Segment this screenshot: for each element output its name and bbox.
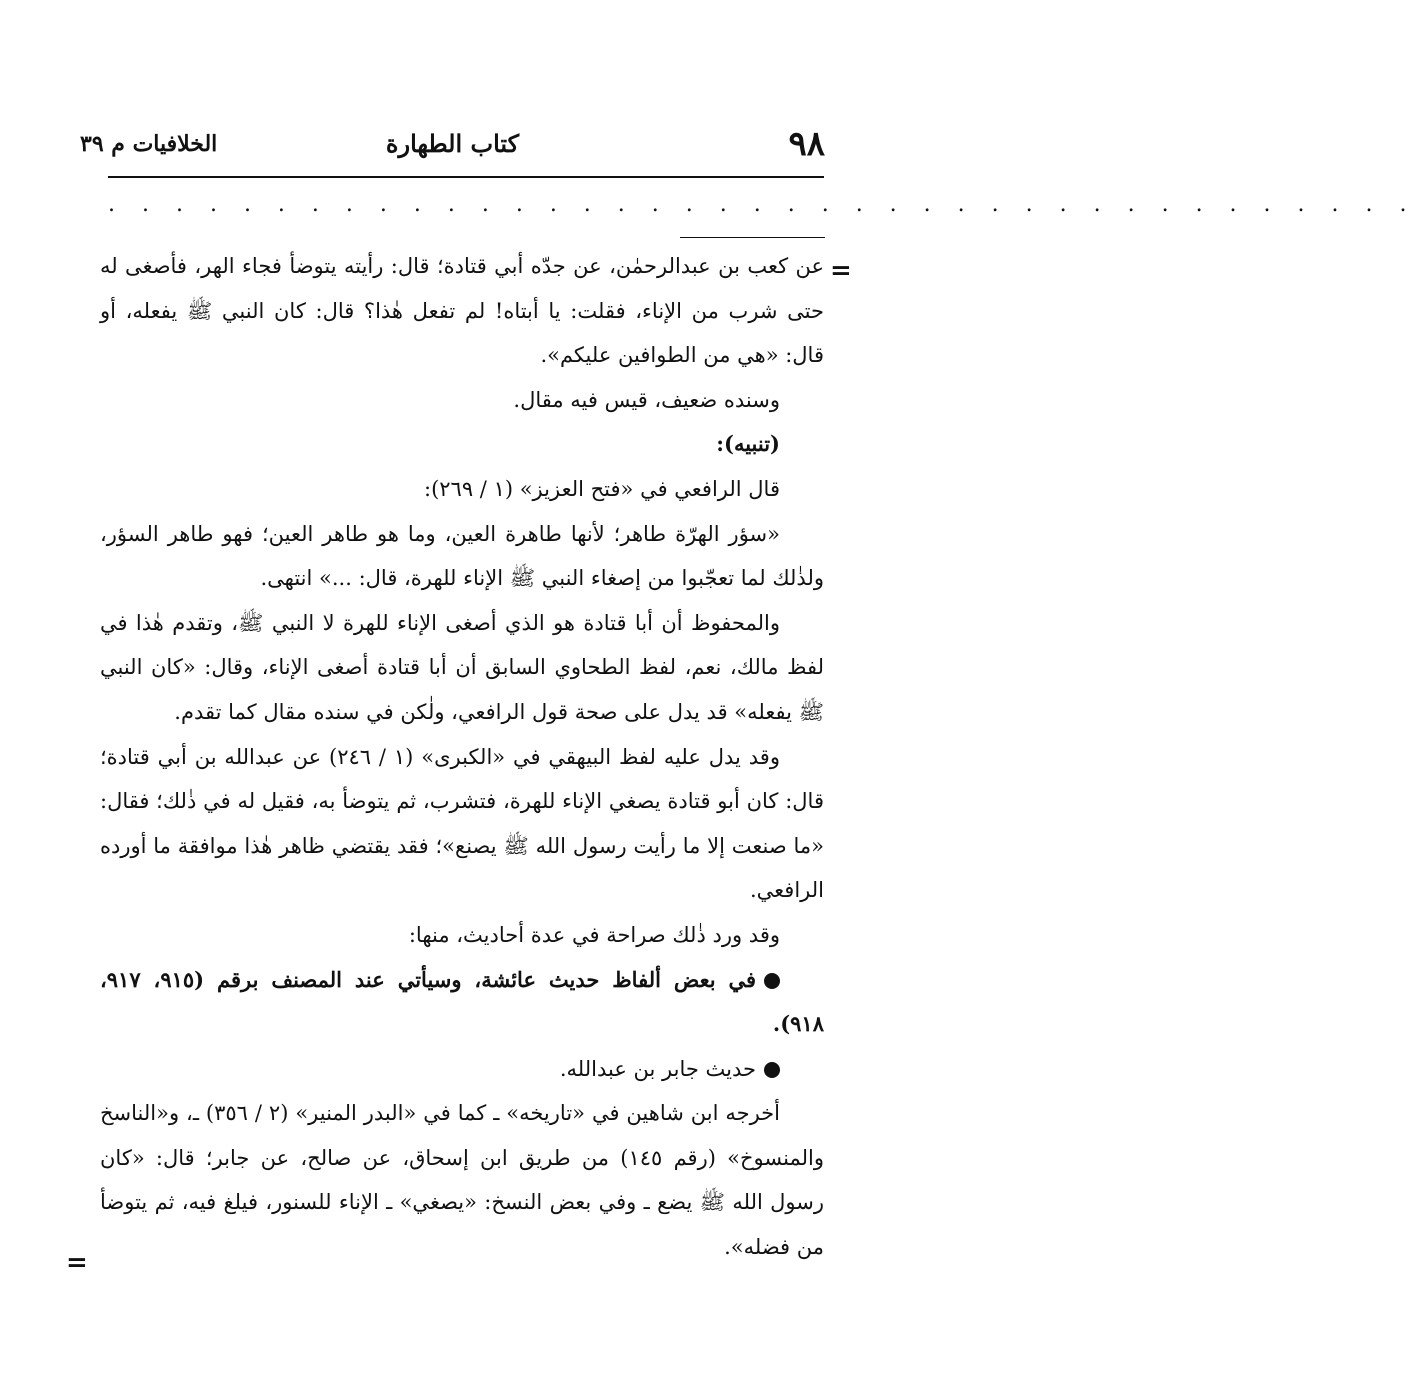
- paragraph-tanbih-heading: (تنبيه):: [716, 431, 780, 457]
- bullet-item-jabir: [100, 1047, 824, 1092]
- continuation-mark-top: =: [830, 256, 852, 286]
- volume-reference: الخلافيات م ٣٩: [80, 131, 218, 157]
- bullet-dot-icon: [764, 1062, 780, 1078]
- paragraph-warada: وقد ورد ذٰلك صراحة في عدة أحاديث، منها:: [408, 922, 780, 947]
- header-rule: [108, 176, 824, 178]
- footnote-rule: [680, 237, 825, 238]
- continuation-mark-bottom: =: [66, 1248, 88, 1278]
- bullet-dot-icon: [764, 973, 780, 989]
- paragraph-rafii-citation: قال الرافعي في «فتح العزيز» (١ / ٢٦٩):: [424, 476, 780, 501]
- paragraph-bayhaqi: وقد يدل عليه لفظ البيهقي في «الكبرى» (١ / ٢٤٦) عن عبدالله بن أبي قتادة؛ قال: كان أبو قتادة يصغي الإناء للهرة، فتشرب، ثم يتوضأ به، فقيل له في ذٰلك؛ فقال: «ما صنعت إلا ما رأيت رسول الله ﷺ يصنع»؛ فقد يقتضي ظاهر هٰذا موافقة ما أورده الرافعي.: [100, 744, 824, 903]
- paragraph-rafii-quote: «سؤر الهرّة طاهر؛ لأنها طاهرة العين، وما هو طاهر العين؛ فهو طاهر السؤر، ولذٰلك لما تعجّبوا من إصغاء النبي ﷺ الإناء للهرة، قال: ...» انتهى.: [100, 521, 824, 591]
- ellipsis-separator: . . . . . . . . . . . . . . . . . . . . . . . . . . . . . . . . . . . . . . .: [108, 192, 1416, 217]
- page-header: [80, 118, 825, 170]
- book-title: كتاب الطهارة: [385, 129, 520, 158]
- paragraph-isnad-note: وسنده ضعيف، قيس فيه مقال.: [513, 387, 780, 412]
- paragraph-hadith-kaab: عن كعب بن عبدالرحمٰن، عن جدّه أبي قتادة؛ قال: رأيته يتوضأ فجاء الهر، فأصغى له حتى شرب من الإناء، فقلت: يا أبتاه! لم تفعل هٰذا؟ قال: كان النبي ﷺ يفعله، أو قال: «هي من الطوافين عليكم».: [100, 254, 824, 368]
- page-number: ٩٨: [788, 124, 825, 164]
- bullet-text-aisha: في بعض ألفاظ حديث عائشة، وسيأتي عند المصنف برقم (٩١٥، ٩١٧، ٩١٨).: [100, 966, 824, 1037]
- footnote-body: [100, 244, 824, 1270]
- paragraph-mahfouz: والمحفوظ أن أبا قتادة هو الذي أصغى الإناء للهرة لا النبي ﷺ، وتقدم هٰذا في لفظ مالك، نعم، لفظ الطحاوي السابق أن أبا قتادة أصغى الإناء، وقال: «كان النبي ﷺ يفعله» قد يدل على صحة قول الرافعي، ولٰكن في سنده مقال كما تقدم.: [100, 610, 824, 724]
- paragraph-ibn-shahin: أخرجه ابن شاهين في «تاريخه» ـ كما في «البدر المنير» (٢ / ٣٥٦) ـ، و«الناسخ والمنسوخ» (رقم ١٤٥) من طريق ابن إسحاق، عن صالح، عن جابر؛ قال: «كان رسول الله ﷺ يضع ـ وفي بعض النسخ: «يصغي» ـ الإناء للسنور، فيلغ فيه، ثم يتوضأ من فضله».: [100, 1101, 824, 1260]
- bullet-text-jabir: حديث جابر بن عبدالله.: [559, 1056, 756, 1081]
- bullet-item-aisha: [100, 958, 824, 1047]
